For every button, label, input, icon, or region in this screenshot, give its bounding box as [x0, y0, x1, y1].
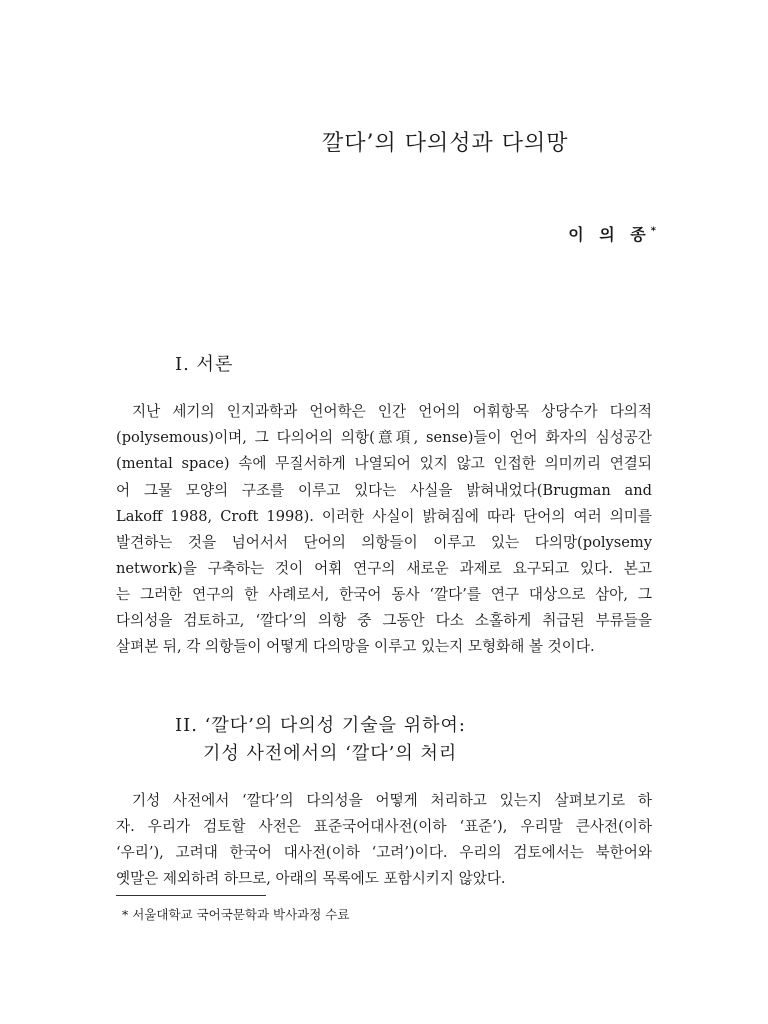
section-2-heading	[175, 712, 466, 768]
body-line: 지난 세기의 인지과학과 언어학은 인간 언어의 어휘항목 상당수가 다의적	[132, 403, 652, 420]
body-line: (polysemous)이며, 그 다의어의 의항(意項, sense)들이 언어 화자의 심성공간	[116, 429, 652, 446]
body-line: 는 그러한 연구의 한 사례로서, 한국어 동사 ‘깔다’를 연구 대상으로 삼아, 그	[116, 586, 652, 603]
footnote-divider	[116, 895, 266, 896]
body-line: 살펴본 뒤, 각 의항들이 어떻게 다의망을 이루고 있는지 모형화해 볼 것이다.	[116, 638, 595, 655]
body-line: (mental space) 속에 무질서하게 나열되어 있지 않고 인접한 의미끼리 연결되	[116, 455, 652, 472]
author-footnote-mark: *	[650, 225, 656, 237]
body-line: 옛말은 제외하려 하므로, 아래의 목록에도 포함시키지 않았다.	[116, 870, 506, 887]
body-line: 다의성을 검토하고, ‘깔다’의 의항 중 그동안 다소 소홀하게 취급된 부류들을	[116, 612, 652, 629]
section-2-heading-line1: II. ‘깔다’의 다의성 기술을 위하여:	[175, 715, 466, 736]
body-line: ‘우리’), 고려대 한국어 대사전(이하 ‘고려’)이다. 우리의 검토에서는 북한어와	[116, 844, 652, 861]
author-name-text: 이 의 종	[568, 225, 651, 244]
author-name	[568, 222, 656, 245]
body-line: Lakoff 1988, Croft 1998). 이러한 사실이 밝혀짐에 따라 단어의 여러 의미를	[116, 508, 652, 525]
body-line: 발견하는 것을 넘어서서 단어의 의항들이 이루고 있는 다의망(polysemy	[116, 534, 652, 551]
section-2-heading-line2: 기성 사전에서의 ‘깔다’의 처리	[203, 743, 458, 764]
section-1-heading: Ⅰ. 서론	[175, 354, 234, 375]
body-line: 자. 우리가 검토할 사전은 표준국어대사전(이하 ‘표준’), 우리말 큰사전(이하	[116, 818, 652, 835]
body-line: network)을 구축하는 것이 어휘 연구의 새로운 과제로 요구되고 있다. 본고	[116, 560, 652, 577]
body-line: 기성 사전에서 ‘깔다’의 다의성을 어떻게 처리하고 있는지 살펴보기로 하	[132, 792, 652, 809]
footnote: * 서울대학교 국어국문학과 박사과정 수료	[122, 907, 350, 922]
body-line: 어 그물 모양의 구조를 이루고 있다는 사실을 밝혀내었다(Brugman and	[116, 482, 652, 499]
paper-title: 깔다’의 다의성과 다의망	[322, 131, 569, 156]
